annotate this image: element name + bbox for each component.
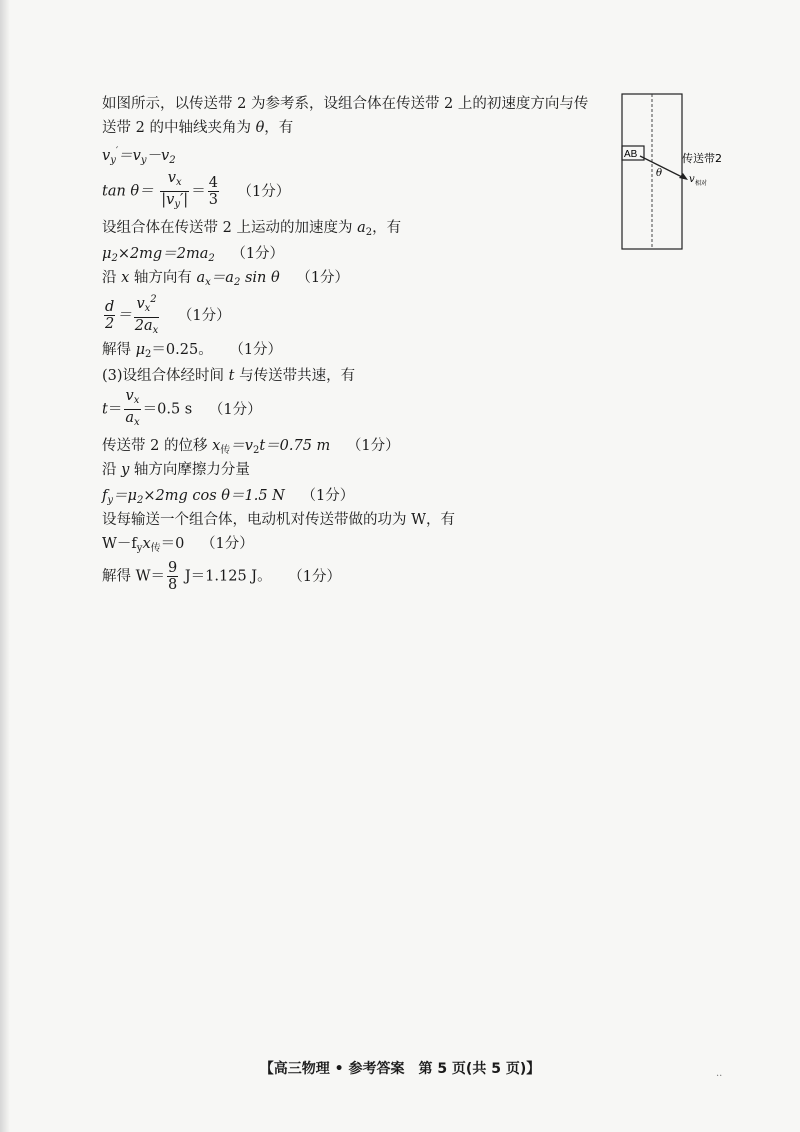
text-line-10 (102, 364, 355, 385)
score-mark: （1分） (177, 307, 231, 324)
text-line-17 (102, 560, 341, 593)
frac-num-4: 4 (208, 175, 218, 191)
sub-x: x (133, 417, 140, 428)
prime-close: ′| (180, 192, 189, 208)
two-a: 2a (134, 318, 153, 334)
sub-y: y (136, 543, 143, 554)
frac-den-3: 3 (208, 192, 218, 208)
sub-y: y (110, 155, 116, 166)
y-axis: y (121, 462, 130, 478)
page-edge-shadow (0, 0, 10, 1132)
line-15-text: 设每输送一个组合体，电动机对传送带做的功为 W，有 (102, 512, 456, 528)
conveyor-diagram (618, 92, 758, 262)
sub-x: x (133, 395, 140, 406)
sub-y: y (174, 199, 180, 210)
x-axis: x (121, 270, 130, 286)
frac-num (160, 170, 189, 192)
label-theta: θ (656, 168, 663, 179)
sub-x: x (144, 303, 151, 314)
sub-2: 2 (365, 227, 373, 238)
line-17-text: 解得 W＝ (102, 568, 166, 585)
frac-den (124, 410, 140, 431)
page-footer: 【高三物理 • 参考答案 第 5 页(共 5 页)】 (259, 1061, 541, 1077)
mu-value: ＝0.25。 (151, 342, 213, 358)
mu-eq: ×2mg＝2ma (117, 246, 209, 262)
fy-eq: ×2mg cos θ＝1.5 N (143, 488, 285, 504)
text-line-5: 设组合体在传送带 2 上运动的加速度为 $a_2$，有 (102, 220, 402, 238)
line-12-text: 传送带 2 的位移 (102, 438, 213, 454)
eq-v: ＝v (118, 148, 141, 164)
line-13-b: 轴方向摩擦力分量 (129, 462, 250, 478)
line-7-a: 沿 (102, 270, 122, 286)
line-9-text: 解得 (102, 342, 136, 358)
sub-chuan: 传 (220, 445, 231, 456)
score-mark: （1分） (237, 183, 291, 200)
fraction-4-3 (208, 175, 219, 208)
corner-mark: .. (716, 1068, 723, 1079)
label-v-sub: 相对 (695, 180, 708, 187)
text-line-12 (102, 434, 400, 456)
x-symbol: x (212, 438, 221, 454)
a-symbol: a (125, 410, 134, 426)
frac-num (124, 388, 140, 410)
mu-symbol: μ (102, 246, 112, 262)
score-mark: （1分） (208, 401, 262, 418)
score-mark: （1分） (229, 342, 283, 358)
t-symbol: t (102, 401, 108, 418)
formula-work (102, 532, 254, 554)
score-mark: （1分） (296, 270, 350, 286)
label-ab: AB (624, 149, 638, 160)
frac-num-9: 9 (168, 560, 178, 576)
sub-2: 2 (252, 445, 260, 456)
line-10-b: 与传送带共速，有 (234, 368, 356, 384)
formula-mu2 (102, 242, 284, 264)
sub-2: 2 (136, 495, 144, 506)
formula-t: t＝ $\frac{v_x}{a_x}$ ＝0.5 s （1分） (102, 388, 262, 431)
sub-2: 2 (233, 277, 241, 288)
line-2-text-c: ，有 (264, 120, 294, 136)
text-line-7 (102, 266, 349, 288)
text-line-13 (102, 458, 250, 479)
score-mark: （1分） (200, 536, 254, 552)
sub-y: y (140, 155, 147, 166)
formula-fy: $f_y=\mu_2\times 2mg$ cos θ＝1.5 N （1分） (102, 488, 355, 506)
fraction-vx-vy (160, 170, 189, 213)
score-mark: （1分） (288, 568, 341, 585)
tan-theta: tan θ＝ (102, 183, 154, 200)
frac-den-8: 8 (168, 577, 178, 593)
sub-2: 2 (145, 349, 152, 360)
sin-theta: sin θ (240, 270, 280, 286)
x-symbol: x (142, 536, 151, 552)
formula-vy-prime (102, 144, 176, 166)
mu-symbol: μ (135, 342, 146, 358)
line-5-text: 设组合体在传送带 2 上运动的加速度为 (102, 220, 358, 236)
sub-2: 2 (208, 253, 215, 264)
sub-chuan: 传 (150, 543, 161, 554)
frac-num (134, 292, 160, 318)
text-line-15 (102, 508, 455, 529)
label-belt-2: 传送带2 (682, 152, 722, 165)
t-value: ＝0.5 s (142, 401, 193, 418)
fraction-vx-ax (124, 388, 140, 431)
theta-symbol: θ (255, 120, 265, 136)
sub-x: x (176, 177, 182, 188)
line-10-text: (3)设组合体经时间 (102, 368, 229, 384)
w-eq: W－f (102, 536, 137, 552)
v-symbol: v (102, 148, 111, 164)
a-symbol: a (357, 220, 366, 236)
line-13-a: 沿 (102, 462, 122, 478)
x-value: t＝0.75 m (259, 438, 331, 454)
arrow-head (679, 173, 688, 180)
v-symbol: v (125, 388, 134, 404)
text-line-2 (102, 116, 293, 137)
frac-den (134, 318, 160, 339)
fraction-9-8 (167, 560, 178, 593)
fraction-d-2 (104, 299, 115, 332)
line-2-text-a: 送带 2 的中轴线夹角为 (102, 120, 256, 136)
prime: ′ (115, 146, 119, 157)
text-line-1 (102, 92, 588, 113)
sub-x: x (205, 277, 211, 288)
sub-2: 2 (111, 253, 118, 264)
t-symbol: t (228, 368, 235, 384)
v-symbol: v (136, 296, 145, 312)
sup-2: 2 (150, 294, 157, 305)
a-symbol: a (196, 270, 206, 286)
frac-den-2: 2 (105, 316, 115, 332)
v-symbol: v (167, 170, 176, 186)
label-v: v (689, 174, 695, 185)
fraction-vx2-2ax (134, 292, 160, 339)
f-symbol: f (102, 488, 108, 504)
score-mark: （1分） (301, 488, 355, 504)
frac-den (160, 192, 189, 213)
sub-2: 2 (169, 155, 176, 166)
sub-y: y (107, 495, 114, 506)
x-eq: ＝v (230, 438, 253, 454)
score-mark: （1分） (346, 438, 400, 454)
ax-eq: ＝a (210, 270, 234, 286)
w-value: J＝1.125 J。 (180, 568, 272, 585)
formula-d-over-2: $\frac{d}{2}$ ＝ $\frac{v_x^2}{2a_x}$ （1分） (102, 292, 231, 339)
text-line-9 (102, 338, 282, 360)
line-7-b: 轴方向有 (129, 270, 197, 286)
frac-num-d: d (105, 299, 115, 315)
eq-zero: ＝0 (160, 536, 185, 552)
formula-tan-theta: tan θ＝ $\frac{v_x}{|v_y'|}$ ＝ $\frac{4}{3}$ （1分） (102, 170, 290, 213)
minus-v: －v (146, 148, 170, 164)
sub-x: x (152, 325, 159, 336)
score-mark: （1分） (231, 246, 285, 262)
abs-v: |v (161, 192, 175, 208)
line-1-text: 如图所示，以传送带 2 为参考系，设组合体在传送带 2 上的初速度方向与传 (102, 96, 589, 112)
mu-symbol: μ (127, 488, 137, 504)
